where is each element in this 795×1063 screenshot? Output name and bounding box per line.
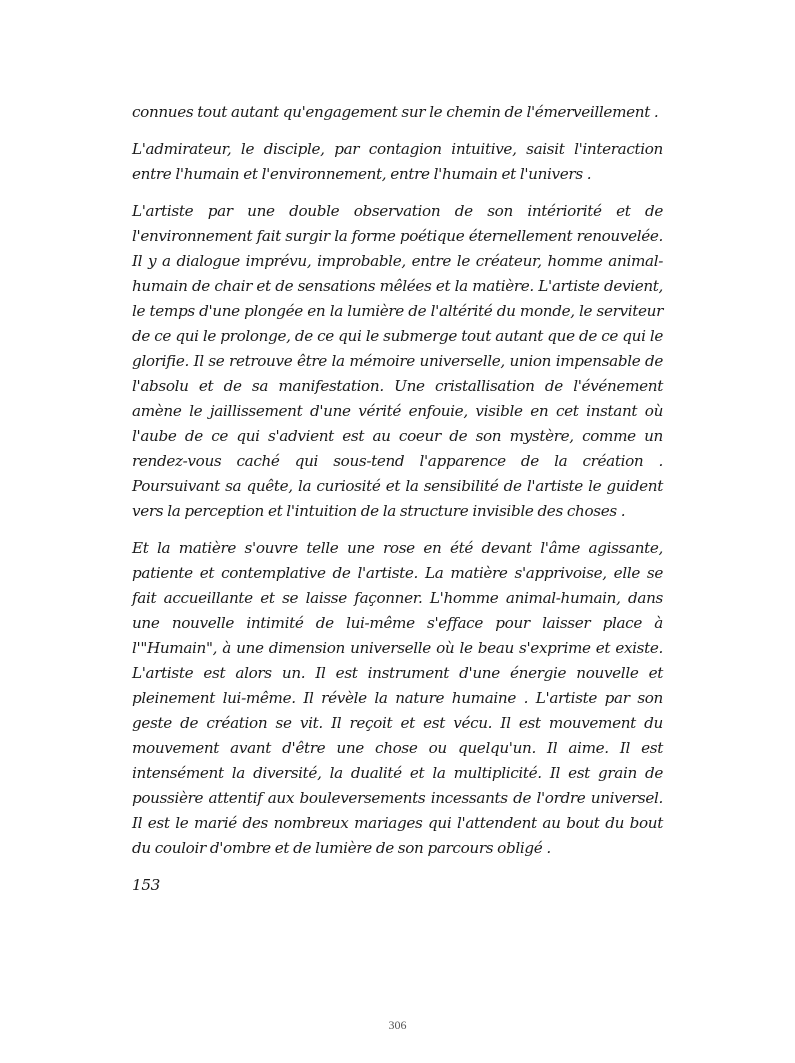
paragraph-3: L'artiste par une double observation de son intériorité et de l'environnement fait surgir la forme poétique éternellement renouvelée. Il y a dialogue imprévu, improbable, entre le créateur, homme animal-humain de chair et de sensations mêlées et la matière. L'artiste devient, le temps d'une plongée en la lumière de l'altérité du monde, le serviteur de ce qui le prolonge, de ce qui le submerge tout autant que de ce qui le glorifie. Il se retrouve être la mémoire universelle, union impensable de l'absolu et de sa manifestation. Une cristallisation de l'événement amène le jaillissement d'une vérité enfouie, visible en cet instant où l'aube de ce qui s'advient est au coeur de son mystère, comme un rendez-vous caché qui sous-tend l'apparence de la création . Poursuivant sa quête, la curiosité et la sensibilité de l'artiste le guident vers la perception et l'intuition de la structure invisible des choses . bbox=[132, 202, 663, 520]
page-number: 306 bbox=[388, 1018, 407, 1032]
paragraph-1: connues tout autant qu'engagement sur le chemin de l'émerveillement . bbox=[132, 103, 659, 121]
paragraph-2: L'admirateur, le disciple, par contagion intuitive, saisit l'interaction entre l'humain et l'environnement, entre l'humain et l'univers . bbox=[132, 140, 663, 183]
body-text bbox=[132, 100, 663, 910]
section-marker: 153 bbox=[132, 876, 160, 894]
paragraph-4: Et la matière s'ouvre telle une rose en été devant l'âme agissante, patiente et contemplative de l'artiste. La matière s'apprivoise, elle se fait accueillante et se laisse façonner. L'homme animal-humain, dans une nouvelle intimité de lui-même s'efface pour laisser place à l'"Humain", à une dimension universelle où le beau s'exprime et existe. L'artiste est alors un. Il est instrument d'une énergie nouvelle et pleinement lui-même. Il révèle la nature humaine . L'artiste par son geste de création se vit. Il reçoit et est vécu. Il est mouvement du mouvement avant d'être une chose ou quelqu'un. Il aime. Il est intensément la diversité, la dualité et la multiplicité. Il est grain de poussière attentif aux bouleversements incessants de l'ordre universel. Il est le marié des nombreux mariages qui l'attendent au bout du bout du couloir d'ombre et de lumière de son parcours obligé . bbox=[132, 539, 663, 857]
